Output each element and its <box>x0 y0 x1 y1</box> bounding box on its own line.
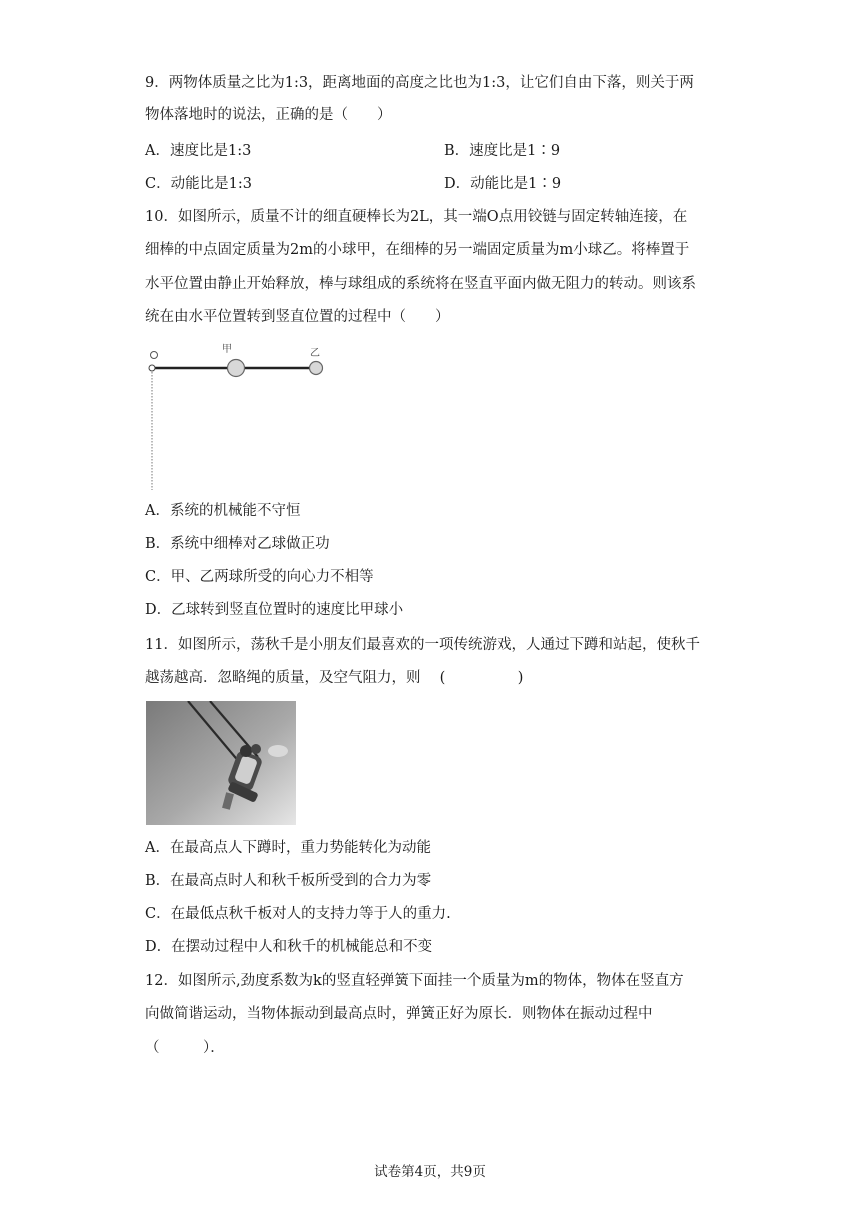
q9-option-d: D．动能比是1∶9 <box>444 176 562 192</box>
q9-line-1: 9．两物体质量之比为1:3，距离地面的高度之比也为1:3，让它们自由下落，则关于两 <box>145 75 694 91</box>
ball-yi <box>310 362 323 375</box>
swing-photo <box>146 701 296 825</box>
q10-option-b: B．系统中细棒对乙球做正功 <box>145 536 330 552</box>
ball-yi-label: 乙 <box>310 348 320 359</box>
q12-line-1: 12．如图所示,劲度系数为k的竖直轻弹簧下面挂一个质量为m的物体，物体在竖直方 <box>145 973 684 989</box>
q10-option-d: D．乙球转到竖直位置时的速度比甲球小 <box>145 602 404 618</box>
cloud <box>268 745 288 757</box>
q9-line-2: 物体落地时的说法，正确的是（ ） <box>145 107 392 123</box>
q10-line-2: 细棒的中点固定质量为2m的小球甲，在细棒的另一端固定质量为m小球乙。将棒置于 <box>145 242 690 258</box>
q10-option-a: A．系统的机械能不守恒 <box>145 503 301 519</box>
q9-option-c: C．动能比是1:3 <box>145 176 252 192</box>
q10-line-1: 10．如图所示，质量不计的细直硬棒长为2L，其一端O点用铰链与固定转轴连接，在 <box>145 209 688 225</box>
q11-line-1: 11．如图所示，荡秋千是小朋友们最喜欢的一项传统游戏，人通过下蹲和站起，使秋千 <box>145 637 700 653</box>
q12-line-3: （ ）． <box>145 1040 225 1056</box>
page-footer: 试卷第4页，共9页 <box>374 1164 486 1180</box>
q12-line-2: 向做简谐运动，当物体振动到最高点时，弹簧正好为原长．则物体在振动过程中 <box>145 1006 653 1022</box>
q11-option-a: A．在最高点人下蹲时，重力势能转化为动能 <box>145 840 431 856</box>
ball-jia <box>228 360 245 377</box>
pivot-o <box>149 365 155 371</box>
q11-option-b: B．在最高点时人和秋千板所受到的合力为零 <box>145 873 432 889</box>
q11-option-d: D．在摆动过程中人和秋千的机械能总和不变 <box>145 939 433 955</box>
ball-jia-label: 甲 <box>222 344 232 355</box>
q9-option-b: B．速度比是1∶9 <box>444 143 561 159</box>
q10-line-3: 水平位置由静止开始释放，棒与球组成的系统将在竖直平面内做无阻力的转动。则该系 <box>145 276 696 292</box>
q9-option-a: A．速度比是1:3 <box>145 143 252 159</box>
q10-option-c: C．甲、乙两球所受的向心力不相等 <box>145 569 374 585</box>
q10-line-4: 统在由水平位置转到竖直位置的过程中（ ） <box>145 309 450 325</box>
q11-option-c: C．在最低点秋千板对人的支持力等于人的重力. <box>145 906 451 922</box>
photo-background <box>146 701 296 825</box>
q11-line-2: 越荡越高．忽略绳的质量，及空气阻力，则 ( ) <box>145 670 524 686</box>
pivot-label-circle <box>151 352 158 359</box>
rod-figure <box>140 338 340 493</box>
